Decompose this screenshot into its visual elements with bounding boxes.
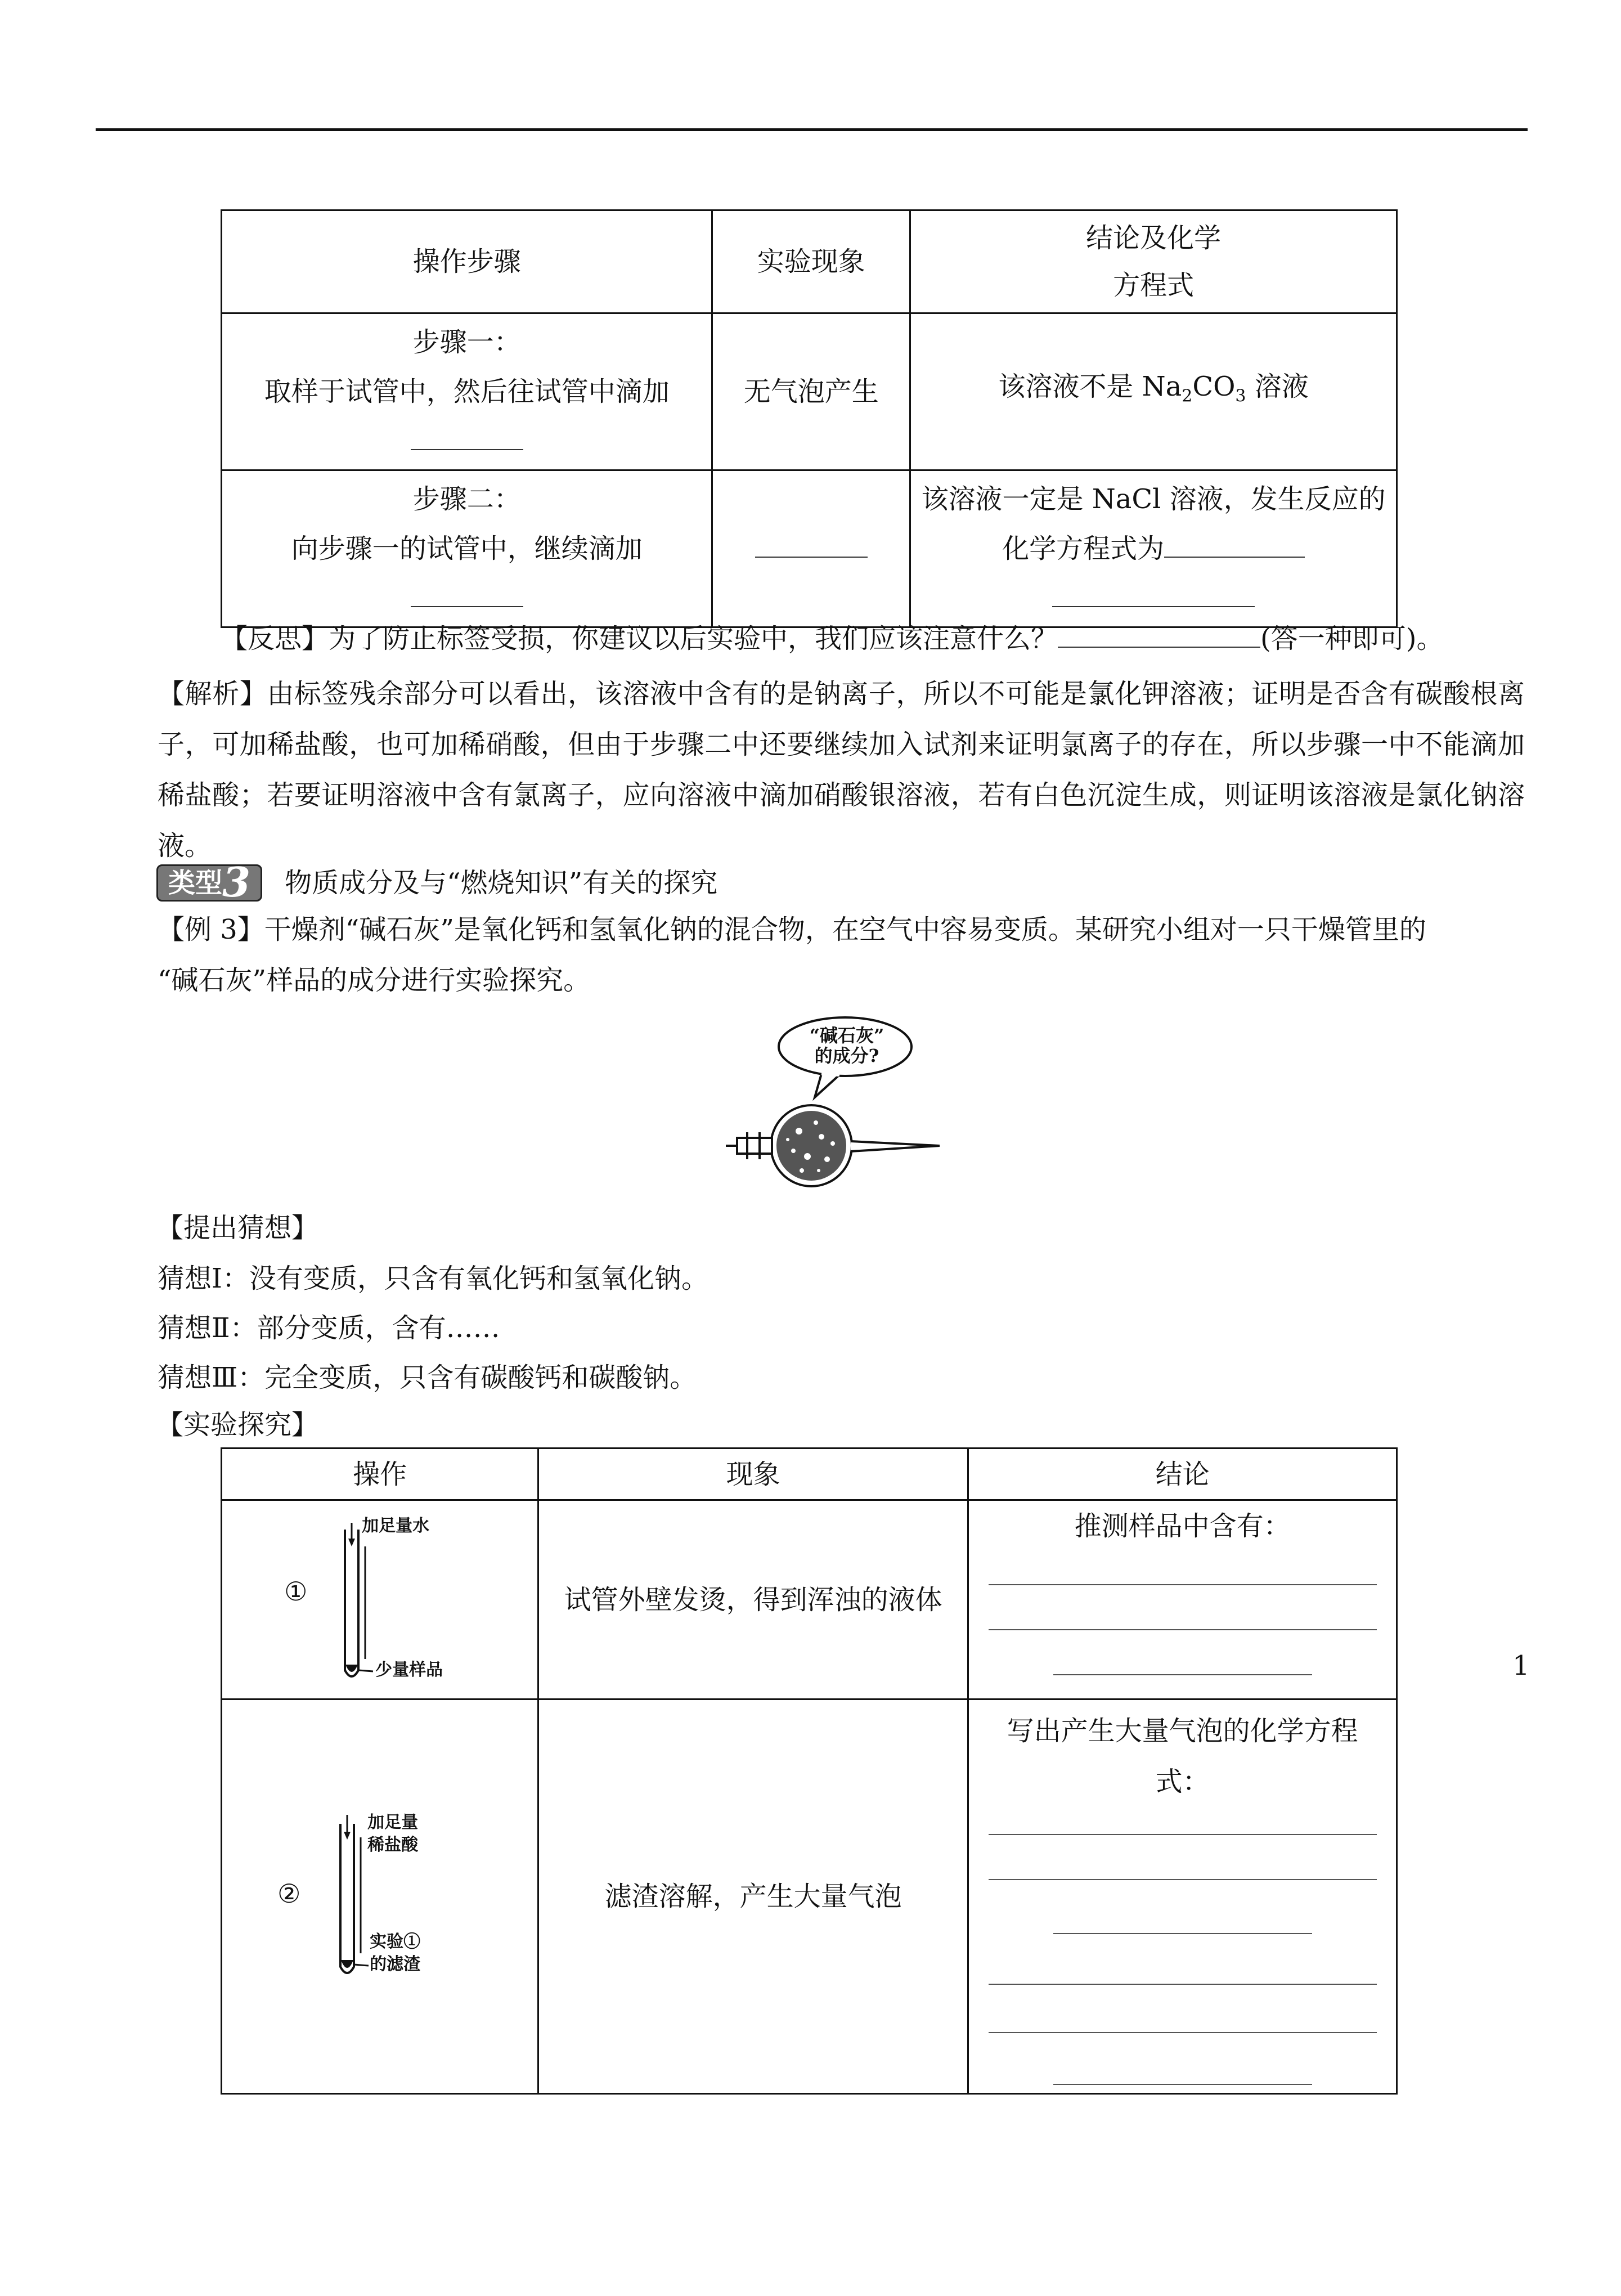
test-tube-1 [284, 1507, 464, 1693]
header-rule [96, 128, 1528, 131]
answer-line-4[interactable] [989, 1807, 1377, 1835]
step2-cell [222, 470, 712, 627]
hypothesis-2: 猜想Ⅱ：部分变质，含有…… [158, 1312, 500, 1344]
header-cell-conclusion: 结论及化学 方程式 [910, 210, 1397, 313]
experiment-heading: 【实验探究】 [156, 1409, 319, 1441]
answer-line-6[interactable] [1053, 1880, 1312, 1934]
page-number: 1 [1512, 1650, 1530, 1681]
circle-number-2: ② [277, 1878, 301, 1909]
header-operation: 操作 [222, 1449, 538, 1500]
step2-blank[interactable] [411, 585, 523, 607]
equation-blank-2[interactable] [1052, 585, 1255, 607]
analysis-paragraph: 【解析】由标签残余部分可以看出，该溶液中含有的是钠离子，所以不可能是氯化钾溶液；证明是否含有碳酸根离子，可加稀盐酸，也可加稀硝酸，但由于步骤二中还要继续加入试剂来证明氯离子的存在，所以步骤一中不能滴加稀盐酸；若要证明溶液中含有氯离子，应向溶液中滴加硝酸银溶液，若有白色沉淀生成，则证明该溶液是氯化钠溶液。 [158, 678, 1525, 862]
header-phenomenon: 现象 [538, 1449, 968, 1500]
step1-blank[interactable] [411, 428, 523, 450]
tube2-label-bottom-1: 实验① [370, 1932, 421, 1952]
test-tube-2 [277, 1804, 464, 1989]
example3-line2: “碱石灰”样品的成分进行实验探究。 [158, 965, 591, 996]
step2-text: 向步骤一的试管中，继续滴加 [291, 533, 643, 564]
op1-conclusion: 推测样品中含有： [968, 1500, 1397, 1699]
step2-title: 步骤二： [412, 483, 521, 515]
equation-blank-1[interactable] [1164, 535, 1305, 558]
step1-cell [222, 313, 712, 470]
answer-line-2[interactable] [989, 1585, 1377, 1630]
step1-phenomenon: 无气泡产生 [712, 313, 910, 470]
experiment-table-2 [221, 1447, 1398, 2095]
type3-heading: 类型3 物质成分及与“燃烧知识”有关的探究 [156, 863, 717, 903]
bubble-text-2: 的成分? [814, 1045, 879, 1066]
header-conclusion: 结论 [968, 1449, 1397, 1500]
header-cell-steps: 操作步骤 [222, 210, 712, 313]
tube2-label-bottom-2: 的滤渣 [370, 1954, 421, 1974]
tube2-label-top-2: 稀盐酸 [367, 1835, 419, 1855]
hypothesis-3: 猜想Ⅲ：完全变质，只含有碳酸钙和碳酸钠。 [158, 1362, 697, 1393]
reflection-blank[interactable] [1058, 625, 1260, 648]
step1-text: 取样于试管中，然后往试管中滴加 [264, 376, 670, 407]
step1-title: 步骤一： [412, 326, 521, 358]
reflection-line: 【反思】为了防止标签受损，你建议以后实验中，我们应该注意什么？ (答一种即可)。 [221, 623, 1444, 654]
answer-line-3[interactable] [1053, 1630, 1312, 1675]
bubble-text-1: “碱石灰” [809, 1025, 884, 1046]
step2-phenomenon [712, 470, 910, 627]
hypothesis-1: 猜想Ⅰ：没有变质，只含有氧化钙和氢氧化钠。 [158, 1263, 708, 1294]
step2-phenomenon-blank[interactable] [755, 535, 868, 558]
experiment-table-1 [221, 209, 1398, 628]
header-cell-phenomenon: 实验现象 [712, 210, 910, 313]
answer-line-8[interactable] [989, 1985, 1377, 2033]
example3-line1: 【例 3】干燥剂“碱石灰”是氧化钙和氢氧化钠的混合物，在空气中容易变质。某研究小组对一只干燥管里的 [158, 914, 1426, 945]
answer-line-7[interactable] [989, 1934, 1377, 1985]
op2-phenomenon: 滤渣溶解，产生大量气泡 [538, 1699, 968, 2094]
tube1-label-top: 加足量水 [362, 1515, 430, 1536]
drying-tube-figure [715, 1013, 951, 1204]
step2-conclusion: 该溶液一定是 NaCl 溶液，发生反应的 化学方程式为 [910, 470, 1397, 627]
step1-conclusion: 该溶液不是 $Na_2CO_3$ 溶液 [910, 313, 1397, 470]
op1-cell [222, 1500, 538, 1699]
answer-line-5[interactable] [989, 1835, 1377, 1880]
op1-phenomenon: 试管外壁发烫，得到浑浊的液体 [538, 1500, 968, 1699]
circle-number-1: ① [284, 1576, 308, 1607]
op2-conclusion: 写出产生大量气泡的化学方程 式： [968, 1699, 1397, 2094]
hypotheses-heading: 【提出猜想】 [156, 1212, 319, 1244]
tube2-label-top-1: 加足量 [367, 1813, 419, 1832]
type3-badge: 类型3 [156, 864, 262, 902]
answer-line-1[interactable] [989, 1546, 1377, 1585]
answer-line-9[interactable] [1053, 2033, 1312, 2085]
op2-cell [222, 1699, 538, 2094]
tube1-label-bottom: 少量样品 [375, 1660, 443, 1680]
